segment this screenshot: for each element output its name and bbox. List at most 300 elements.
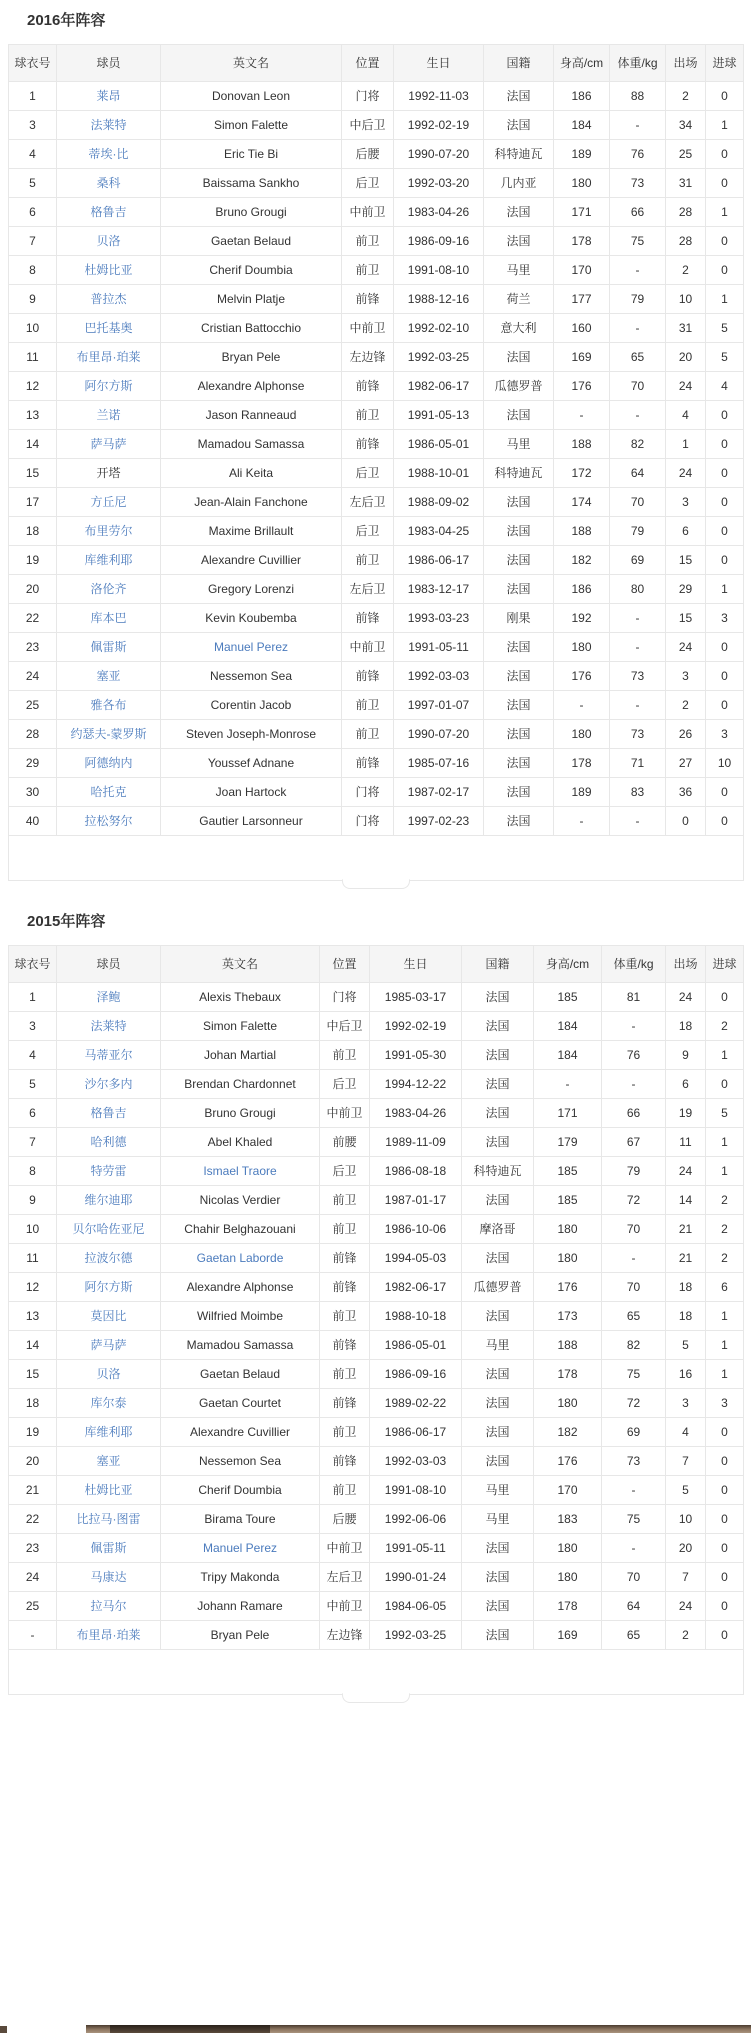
player-row	[9, 1186, 744, 1215]
player-link[interactable]: 库维利耶	[84, 1425, 133, 1439]
player-en-link[interactable]: Gaetan Laborde	[196, 1251, 284, 1265]
cell-height: 188	[554, 430, 610, 459]
cell-player	[57, 1592, 161, 1621]
player-row	[9, 1418, 744, 1447]
cell-jersey-number: 22	[9, 1505, 57, 1534]
player-link[interactable]: 法莱特	[90, 1019, 127, 1033]
cell-appearances: 24	[666, 459, 706, 488]
cell-position: 前卫	[320, 1418, 370, 1447]
cell-english-name	[161, 1302, 320, 1331]
table-collapse-notch	[342, 879, 410, 889]
column-header: 球员	[57, 946, 161, 983]
player-row	[9, 1331, 744, 1360]
cell-position: 前卫	[342, 256, 394, 285]
cell-weight: 76	[610, 140, 666, 169]
player-en-name: Steven Joseph-Monrose	[185, 727, 317, 741]
cell-jersey-number: 23	[9, 1534, 57, 1563]
cell-appearances: 21	[666, 1215, 706, 1244]
cell-english-name	[161, 1621, 320, 1650]
player-en-name: Alexis Thebaux	[199, 990, 281, 1004]
cell-goals: 0	[706, 82, 744, 111]
player-row	[9, 749, 744, 778]
cell-appearances: 14	[666, 1186, 706, 1215]
player-en-name: Simon Falette	[202, 1019, 278, 1033]
cell-goals: 1	[706, 1157, 744, 1186]
cell-goals: 0	[706, 546, 744, 575]
player-en-name: Abel Khaled	[207, 1135, 273, 1149]
player-en-name: Tripy Makonda	[200, 1570, 280, 1584]
player-link[interactable]: 贝洛	[96, 234, 121, 248]
cell-height: 189	[554, 140, 610, 169]
cell-player	[57, 198, 161, 227]
player-link[interactable]: 哈托克	[90, 785, 127, 799]
player-en-name: Kevin Koubemba	[205, 611, 297, 625]
cell-appearances: 7	[666, 1563, 706, 1592]
cell-weight: 75	[602, 1505, 666, 1534]
cell-nationality: 法国	[462, 1389, 534, 1418]
cell-appearances: 24	[666, 1157, 706, 1186]
player-en-name: Maxime Brillault	[208, 524, 294, 538]
cell-height: 182	[554, 546, 610, 575]
player-link[interactable]: 贝洛	[96, 1367, 121, 1381]
player-link[interactable]: 阿德纳内	[84, 756, 133, 770]
player-link[interactable]: 萨马萨	[90, 437, 127, 451]
cell-height: 170	[554, 256, 610, 285]
cell-position: 前锋	[342, 662, 394, 691]
cell-jersey-number: 1	[9, 82, 57, 111]
cell-jersey-number: 13	[9, 401, 57, 430]
player-link[interactable]: 比拉马·图雷	[76, 1512, 141, 1526]
player-row	[9, 575, 744, 604]
cell-birthday: 1992-11-03	[394, 82, 484, 111]
cell-appearances: 7	[666, 1447, 706, 1476]
player-row	[9, 1476, 744, 1505]
player-en-link[interactable]: Manuel Perez	[202, 1541, 278, 1555]
roster-table-2016	[8, 44, 744, 881]
player-link[interactable]: 佩雷斯	[90, 640, 127, 654]
cell-height: 178	[554, 749, 610, 778]
player-link[interactable]: 拉松努尔	[84, 814, 133, 828]
cell-appearances: 20	[666, 343, 706, 372]
player-en-name: Ali Keita	[228, 466, 274, 480]
cell-player	[57, 1418, 161, 1447]
cell-birthday: 1986-10-06	[370, 1215, 462, 1244]
cell-birthday: 1991-05-11	[370, 1534, 462, 1563]
cell-height: 170	[534, 1476, 602, 1505]
section-title-2016: 2016年阵容	[27, 12, 106, 29]
player-en-name: Melvin Platje	[216, 292, 286, 306]
player-en-name: Brendan Chardonnet	[184, 1077, 296, 1091]
cell-appearances: 24	[666, 372, 706, 401]
cell-position: 前卫	[342, 401, 394, 430]
cell-position: 前锋	[320, 1389, 370, 1418]
player-link[interactable]: 阿尔方斯	[84, 379, 133, 393]
cell-goals: 10	[706, 749, 744, 778]
player-link[interactable]: 布里昂·珀莱	[76, 350, 141, 364]
cell-nationality: 法国	[484, 720, 554, 749]
player-link[interactable]: 莫因比	[90, 1309, 127, 1323]
player-link[interactable]: 贝尔哈佐亚尼	[72, 1222, 145, 1236]
cell-jersey-number: 9	[9, 285, 57, 314]
cell-english-name	[161, 1186, 320, 1215]
cell-goals: 2	[706, 1012, 744, 1041]
cell-height: 176	[554, 662, 610, 691]
cell-nationality: 法国	[484, 633, 554, 662]
player-en-name: Cherif Doumbia	[198, 1483, 282, 1497]
cell-height: -	[554, 401, 610, 430]
cell-nationality: 法国	[484, 401, 554, 430]
column-header: 英文名	[161, 45, 342, 82]
player-link[interactable]: 布里劳尔	[84, 524, 133, 538]
cell-birthday: 1987-02-17	[394, 778, 484, 807]
cell-appearances: 18	[666, 1012, 706, 1041]
player-link[interactable]: 约瑟夫-蒙罗斯	[70, 727, 147, 741]
cell-position: 前锋	[320, 1331, 370, 1360]
player-row	[9, 343, 744, 372]
cell-position: 前卫	[342, 691, 394, 720]
cell-player	[57, 1186, 161, 1215]
cell-goals: 3	[706, 1389, 744, 1418]
cell-english-name	[161, 314, 342, 343]
cell-jersey-number: 20	[9, 1447, 57, 1476]
player-link[interactable]: 哈利德	[90, 1135, 127, 1149]
player-link[interactable]: 莱昂	[96, 89, 121, 103]
player-en-name: Eric Tie Bi	[223, 147, 278, 161]
player-row	[9, 983, 744, 1012]
cell-nationality: 法国	[462, 1534, 534, 1563]
cell-player	[57, 1244, 161, 1273]
cell-height: 192	[554, 604, 610, 633]
cell-english-name	[161, 1273, 320, 1302]
player-link[interactable]: 佩雷斯	[90, 1541, 127, 1555]
player-en-name: Corentin Jacob	[210, 698, 292, 712]
cell-weight: -	[610, 314, 666, 343]
cell-english-name	[161, 1128, 320, 1157]
player-en-link[interactable]: Manuel Perez	[213, 640, 289, 654]
cell-position: 前卫	[342, 720, 394, 749]
cell-nationality: 马里	[462, 1331, 534, 1360]
cell-weight: 79	[610, 285, 666, 314]
player-link[interactable]: 马康达	[90, 1570, 127, 1584]
player-row	[9, 1273, 744, 1302]
cell-goals: 0	[706, 983, 744, 1012]
player-row	[9, 285, 744, 314]
cell-nationality: 法国	[484, 488, 554, 517]
cell-player	[57, 983, 161, 1012]
cell-height: 180	[534, 1215, 602, 1244]
cell-goals: 0	[706, 488, 744, 517]
player-en-name: Birama Toure	[204, 1512, 276, 1526]
section-roster-2016	[0, 10, 751, 881]
player-link[interactable]: 库本巴	[90, 611, 127, 625]
player-link[interactable]: 塞亚	[96, 1454, 121, 1468]
cell-player	[57, 343, 161, 372]
cell-goals: 1	[706, 111, 744, 140]
cell-position: 中前卫	[320, 1099, 370, 1128]
cell-appearances: 3	[666, 662, 706, 691]
cell-jersey-number: 25	[9, 1592, 57, 1621]
cell-jersey-number: 8	[9, 256, 57, 285]
cell-position: 后卫	[342, 169, 394, 198]
cell-jersey-number: 7	[9, 1128, 57, 1157]
cell-weight: -	[610, 604, 666, 633]
player-link[interactable]: 沙尔多内	[84, 1077, 133, 1091]
cell-height: 171	[534, 1099, 602, 1128]
player-link[interactable]: 格鲁吉	[90, 205, 127, 219]
cell-weight: -	[602, 1476, 666, 1505]
player-row	[9, 111, 744, 140]
cell-nationality: 法国	[484, 778, 554, 807]
cell-height: 184	[554, 111, 610, 140]
player-row	[9, 691, 744, 720]
cell-appearances: 15	[666, 604, 706, 633]
cell-goals: 0	[706, 227, 744, 256]
cell-player	[57, 1099, 161, 1128]
cell-birthday: 1988-10-01	[394, 459, 484, 488]
cell-weight: 66	[610, 198, 666, 227]
cell-player	[57, 1070, 161, 1099]
cell-player	[57, 575, 161, 604]
cell-nationality: 法国	[484, 575, 554, 604]
cell-appearances: 2	[666, 1621, 706, 1650]
cell-goals: 0	[706, 778, 744, 807]
cell-goals: 3	[706, 604, 744, 633]
player-link[interactable]: 维尔迪耶	[84, 1193, 133, 1207]
player-link[interactable]: 蒂埃·比	[88, 147, 129, 161]
cell-weight: 82	[602, 1331, 666, 1360]
column-header: 球衣号	[9, 45, 57, 82]
column-header: 球员	[57, 45, 161, 82]
player-link[interactable]: 杜姆比亚	[84, 263, 133, 277]
player-link[interactable]: 兰诺	[96, 408, 121, 422]
player-link[interactable]: 塞亚	[96, 669, 121, 683]
cell-birthday: 1986-09-16	[370, 1360, 462, 1389]
cell-english-name	[161, 285, 342, 314]
cell-height: 177	[554, 285, 610, 314]
player-row	[9, 1505, 744, 1534]
roster-table-wrap-2016	[8, 44, 743, 881]
cell-weight: -	[610, 111, 666, 140]
player-link[interactable]: 杜姆比亚	[84, 1483, 133, 1497]
player-link[interactable]: 方丘尼	[90, 495, 127, 509]
cell-birthday: 1983-12-17	[394, 575, 484, 604]
cell-jersey-number: 11	[9, 343, 57, 372]
player-en-name: Donovan Leon	[211, 89, 291, 103]
cell-appearances: 4	[666, 1418, 706, 1447]
cell-nationality: 法国	[484, 691, 554, 720]
player-link[interactable]: 阿尔方斯	[84, 1280, 133, 1294]
cell-appearances: 2	[666, 691, 706, 720]
cell-weight: -	[602, 1012, 666, 1041]
column-header: 出场	[666, 946, 706, 983]
player-en-name: Johan Martial	[203, 1048, 277, 1062]
column-header: 出场	[666, 45, 706, 82]
cell-english-name	[161, 198, 342, 227]
cell-player	[57, 546, 161, 575]
cell-player	[57, 82, 161, 111]
cell-jersey-number: 12	[9, 372, 57, 401]
player-row	[9, 1215, 744, 1244]
cell-appearances: 19	[666, 1099, 706, 1128]
player-link[interactable]: 泽鲍	[96, 990, 121, 1004]
cell-height: 171	[554, 198, 610, 227]
player-en-name: Gregory Lorenzi	[207, 582, 295, 596]
cell-weight: 75	[610, 227, 666, 256]
player-link[interactable]: 法莱特	[90, 118, 127, 132]
cell-jersey-number: 9	[9, 1186, 57, 1215]
cell-appearances: 15	[666, 546, 706, 575]
cell-position: 左边锋	[320, 1621, 370, 1650]
player-link[interactable]: 巴托基奥	[84, 321, 133, 335]
cell-height: 176	[554, 372, 610, 401]
cell-position: 门将	[320, 983, 370, 1012]
cell-weight: -	[610, 691, 666, 720]
cell-height: 180	[534, 1389, 602, 1418]
cell-height: 178	[534, 1592, 602, 1621]
player-link[interactable]: 雅各布	[90, 698, 127, 712]
cell-position: 前卫	[342, 227, 394, 256]
cell-weight: -	[602, 1534, 666, 1563]
column-header: 身高/cm	[534, 946, 602, 983]
cell-player	[57, 1476, 161, 1505]
table-footer-cell	[9, 836, 744, 881]
cell-height: 180	[554, 720, 610, 749]
cell-birthday: 1993-03-23	[394, 604, 484, 633]
cell-appearances: 2	[666, 256, 706, 285]
player-link[interactable]: 普拉杰	[90, 292, 127, 306]
player-en-name: Gaetan Belaud	[210, 234, 292, 248]
cell-goals: 1	[706, 575, 744, 604]
cell-english-name	[161, 749, 342, 778]
player-link[interactable]: 库维利耶	[84, 553, 133, 567]
player-row	[9, 720, 744, 749]
player-row	[9, 517, 744, 546]
cell-goals: 0	[706, 662, 744, 691]
cell-english-name	[161, 1389, 320, 1418]
player-link[interactable]: 布里昂·珀莱	[76, 1628, 141, 1642]
cell-appearances: 10	[666, 285, 706, 314]
cell-height: 182	[534, 1418, 602, 1447]
cell-weight: 83	[610, 778, 666, 807]
cell-nationality: 法国	[462, 1070, 534, 1099]
player-row	[9, 169, 744, 198]
cell-birthday: 1987-01-17	[370, 1186, 462, 1215]
cell-position: 后卫	[320, 1070, 370, 1099]
player-en-name: Baissama Sankho	[202, 176, 300, 190]
cell-position: 后腰	[342, 140, 394, 169]
cell-nationality: 法国	[462, 1302, 534, 1331]
cell-weight: -	[610, 633, 666, 662]
cell-goals: 0	[706, 169, 744, 198]
player-link[interactable]: 拉波尔德	[84, 1251, 133, 1265]
cell-weight: 69	[610, 546, 666, 575]
cell-weight: 65	[602, 1302, 666, 1331]
player-row	[9, 1244, 744, 1273]
cell-birthday: 1992-03-03	[394, 662, 484, 691]
cell-jersey-number: 10	[9, 1215, 57, 1244]
cell-position: 前锋	[320, 1273, 370, 1302]
cell-english-name	[161, 488, 342, 517]
cell-english-name	[161, 401, 342, 430]
cell-jersey-number: 25	[9, 691, 57, 720]
player-row	[9, 82, 744, 111]
player-row	[9, 1389, 744, 1418]
cell-position: 前锋	[342, 604, 394, 633]
cell-english-name	[161, 517, 342, 546]
cell-jersey-number: 21	[9, 1476, 57, 1505]
player-row	[9, 1360, 744, 1389]
cell-goals: 0	[706, 807, 744, 836]
player-row	[9, 314, 744, 343]
player-row	[9, 1012, 744, 1041]
cell-height: 180	[554, 169, 610, 198]
cell-nationality: 法国	[462, 1447, 534, 1476]
player-link[interactable]: 洛伦齐	[90, 582, 127, 596]
cell-nationality: 荷兰	[484, 285, 554, 314]
cell-position: 中前卫	[320, 1592, 370, 1621]
cell-birthday: 1992-02-19	[370, 1012, 462, 1041]
cell-weight: 64	[602, 1592, 666, 1621]
cell-birthday: 1988-09-02	[394, 488, 484, 517]
cell-birthday: 1992-06-06	[370, 1505, 462, 1534]
cell-player	[57, 1360, 161, 1389]
cell-english-name	[161, 1157, 320, 1186]
player-link[interactable]: 马蒂亚尔	[84, 1048, 133, 1062]
player-link[interactable]: 库尔泰	[90, 1396, 127, 1410]
cell-jersey-number: 11	[9, 1244, 57, 1273]
player-row	[9, 1099, 744, 1128]
cell-position: 左后卫	[342, 575, 394, 604]
column-header: 进球	[706, 946, 744, 983]
player-link[interactable]: 拉马尔	[90, 1599, 127, 1613]
cell-birthday: 1986-08-18	[370, 1157, 462, 1186]
player-link[interactable]: 特劳雷	[90, 1164, 127, 1178]
cell-english-name	[161, 662, 342, 691]
cell-height: 174	[554, 488, 610, 517]
cell-jersey-number: 8	[9, 1157, 57, 1186]
player-row	[9, 1070, 744, 1099]
player-link[interactable]: 桑科	[96, 176, 121, 190]
column-header: 生日	[370, 946, 462, 983]
cell-height: 188	[554, 517, 610, 546]
cell-player	[57, 1012, 161, 1041]
cell-position: 前卫	[320, 1041, 370, 1070]
player-link[interactable]: 格鲁吉	[90, 1106, 127, 1120]
cell-appearances: 29	[666, 575, 706, 604]
player-link[interactable]: 萨马萨	[90, 1338, 127, 1352]
cell-english-name	[161, 227, 342, 256]
cell-height: -	[534, 1070, 602, 1099]
cell-english-name	[161, 1505, 320, 1534]
player-en-name: Bryan Pele	[210, 1628, 270, 1642]
cell-position: 前腰	[320, 1128, 370, 1157]
column-header: 体重/kg	[610, 45, 666, 82]
cell-birthday: 1994-12-22	[370, 1070, 462, 1099]
cell-english-name	[161, 575, 342, 604]
player-row	[9, 1563, 744, 1592]
cell-goals: 0	[706, 1070, 744, 1099]
section-roster-2015	[0, 911, 751, 1695]
cell-jersey-number: 3	[9, 1012, 57, 1041]
cell-appearances: 24	[666, 1592, 706, 1621]
cell-nationality: 法国	[484, 227, 554, 256]
cell-jersey-number: -	[9, 1621, 57, 1650]
player-en-name: Alexandre Alphonse	[197, 379, 305, 393]
cell-player	[57, 1273, 161, 1302]
cell-height: 186	[554, 575, 610, 604]
cell-weight: -	[602, 1244, 666, 1273]
player-en-link[interactable]: Ismael Traore	[203, 1164, 277, 1178]
